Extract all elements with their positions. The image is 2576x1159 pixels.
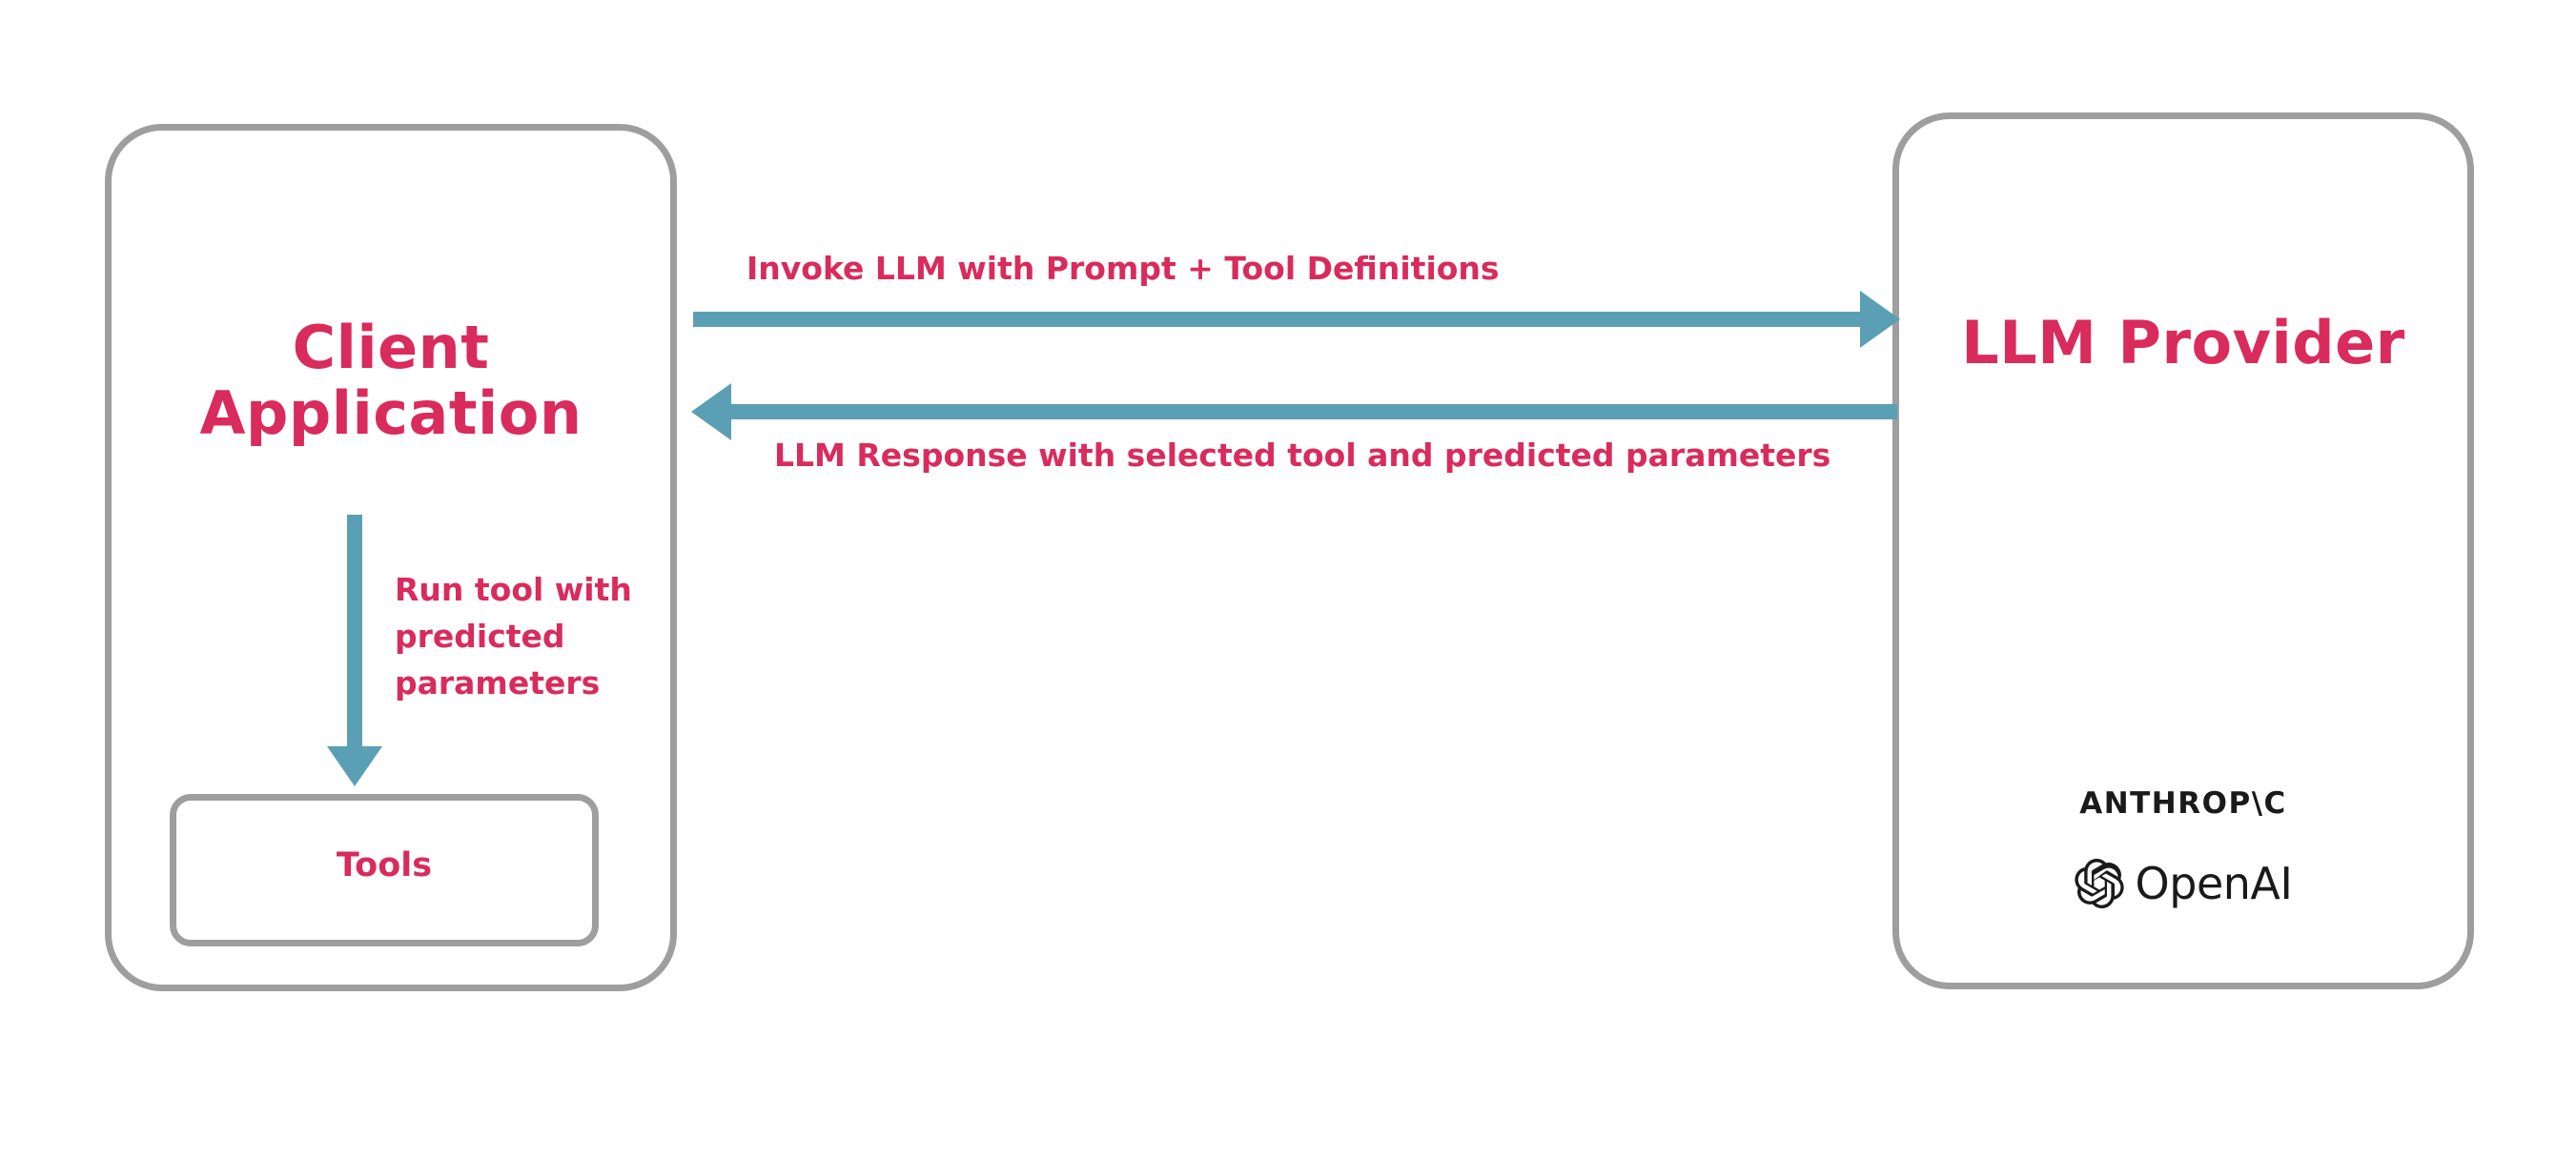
response-arrow-line bbox=[725, 404, 1897, 419]
openai-logo-icon bbox=[2075, 859, 2124, 908]
client-application-title: Client Application bbox=[199, 313, 583, 449]
run-tool-arrow-line bbox=[347, 515, 362, 753]
arrow-right-icon bbox=[1860, 291, 1900, 348]
invoke-arrow-line bbox=[693, 312, 1868, 327]
openai-logo-lockup bbox=[1892, 858, 2474, 909]
response-arrow-label: LLM Response with selected tool and predicted parameters bbox=[774, 437, 1831, 474]
run-tool-arrow-label: Run tool with predicted parameters bbox=[395, 571, 632, 702]
arrow-left-icon bbox=[691, 383, 731, 440]
anthropic-wordmark-icon: ANTHROP\C bbox=[2079, 786, 2287, 821]
tools-label: Tools bbox=[336, 846, 433, 884]
openai-wordmark-label: OpenAI bbox=[2135, 858, 2293, 909]
arrow-down-icon bbox=[327, 746, 382, 786]
llm-provider-title: LLM Provider bbox=[1961, 308, 2405, 377]
invoke-arrow-label: Invoke LLM with Prompt + Tool Definitions bbox=[746, 250, 1500, 287]
